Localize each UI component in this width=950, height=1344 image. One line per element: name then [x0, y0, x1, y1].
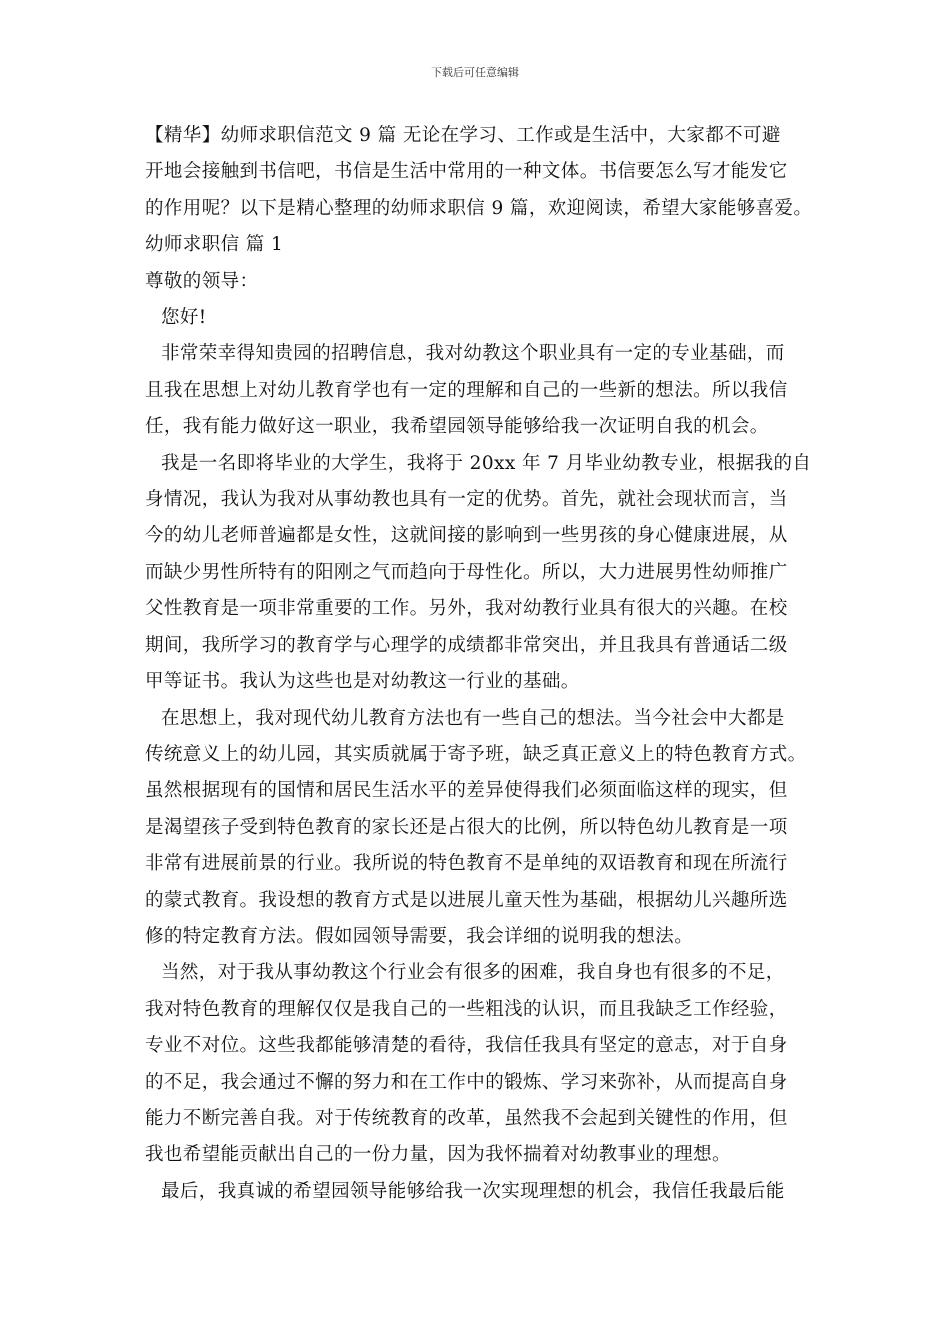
text-line: 非常有进展前景的行业。我所说的特色教育不是单纯的双语教育和现在所流行	[145, 853, 788, 875]
text-line: 当然，对于我从事幼教这个行业会有很多的困难，我自身也有很多的不足，	[161, 962, 785, 984]
greeting: 您好!	[161, 307, 207, 329]
text-line: 甲等证书。我认为这些也是对幼教这一行业的基础。	[145, 671, 580, 693]
text-line: 非常荣幸得知贵园的招聘信息，我对幼教这个职业具有一定的专业基础，而	[161, 343, 785, 365]
text-line: 最后，我真诚的希望园领导能够给我一次实现理想的机会，我信任我最后能	[161, 1180, 785, 1202]
page-header-note: 下载后可任意编辑	[431, 66, 519, 79]
text-line: 期间，我所学习的教育学与心理学的成绩都非常突出，并且我具有普通话二级	[145, 634, 788, 656]
text-line: 的不足，我会通过不懈的努力和在工作中的锻炼、学习来弥补，从而提高自身	[145, 1071, 788, 1093]
text-line: 专业不对位。这些我都能够清楚的看待，我信任我具有坚定的意志，对于自身	[145, 1035, 788, 1057]
text-line: 的作用呢？以下是精心整理的幼师求职信 9 篇，欢迎阅读，希望大家能够喜爱。	[145, 197, 813, 219]
text-line: 我也希望能贡献出自己的一份力量，因为我怀揣着对幼教事业的理想。	[145, 1144, 731, 1166]
text-line: 【精华】幼师求职信范文 9 篇 无论在学习、工作或是生活中，大家都不可避	[145, 125, 781, 146]
text-line: 能力不断完善自我。对于传统教育的改革，虽然我不会起到关键性的作用，但	[145, 1107, 788, 1129]
section-heading: 幼师求职信 篇 1	[145, 234, 284, 256]
text-line: 任，我有能力做好这一职业，我希望园领导能够给我一次证明自我的机会。	[145, 416, 769, 438]
document-body	[145, 118, 825, 1210]
text-line: 且我在思想上对幼儿教育学也有一定的理解和自己的一些新的想法。所以我信	[145, 379, 788, 401]
text-line: 我是一名即将毕业的大学生，我将于 20xx 年 7 月毕业幼教专业，根据我的自	[161, 452, 812, 474]
text-line: 开地会接触到书信吧，书信是生活中常用的一种文体。书信要怎么写才能发它	[145, 161, 788, 183]
text-line: 修的特定教育方法。假如园领导需要，我会详细的说明我的想法。	[145, 925, 694, 947]
text-line: 传统意义上的幼儿园，其实质就属于寄予班，缺乏真正意义上的特色教育方式。	[145, 743, 807, 765]
text-line: 是渴望孩子受到特色教育的家长还是占很大的比例，所以特色幼儿教育是一项	[145, 816, 788, 838]
text-line: 我对特色教育的理解仅仅是我自己的一些粗浅的认识，而且我缺乏工作经验，	[145, 998, 788, 1020]
text-line: 父性教育是一项非常重要的工作。另外，我对幼教行业具有很大的兴趣。在校	[145, 598, 788, 620]
text-line: 而缺少男性所特有的阳刚之气而趋向于母性化。所以，大力进展男性幼师推广	[145, 561, 788, 583]
text-line: 的蒙式教育。我设想的教育方式是以进展儿童天性为基础，根据幼儿兴趣所选	[145, 889, 788, 911]
text-line: 身情况，我认为我对从事幼教也具有一定的优势。首先，就社会现状而言，当	[145, 489, 788, 511]
text-line: 虽然根据现有的国情和居民生活水平的差异使得我们必须面临这样的现实，但	[145, 780, 788, 802]
text-line: 在思想上，我对现代幼儿教育方法也有一些自己的想法。当今社会中大都是	[161, 707, 785, 729]
salutation: 尊敬的领导：	[145, 270, 259, 292]
text-line: 今的幼儿老师普遍都是女性，这就间接的影响到一些男孩的身心健康进展，从	[145, 525, 788, 547]
